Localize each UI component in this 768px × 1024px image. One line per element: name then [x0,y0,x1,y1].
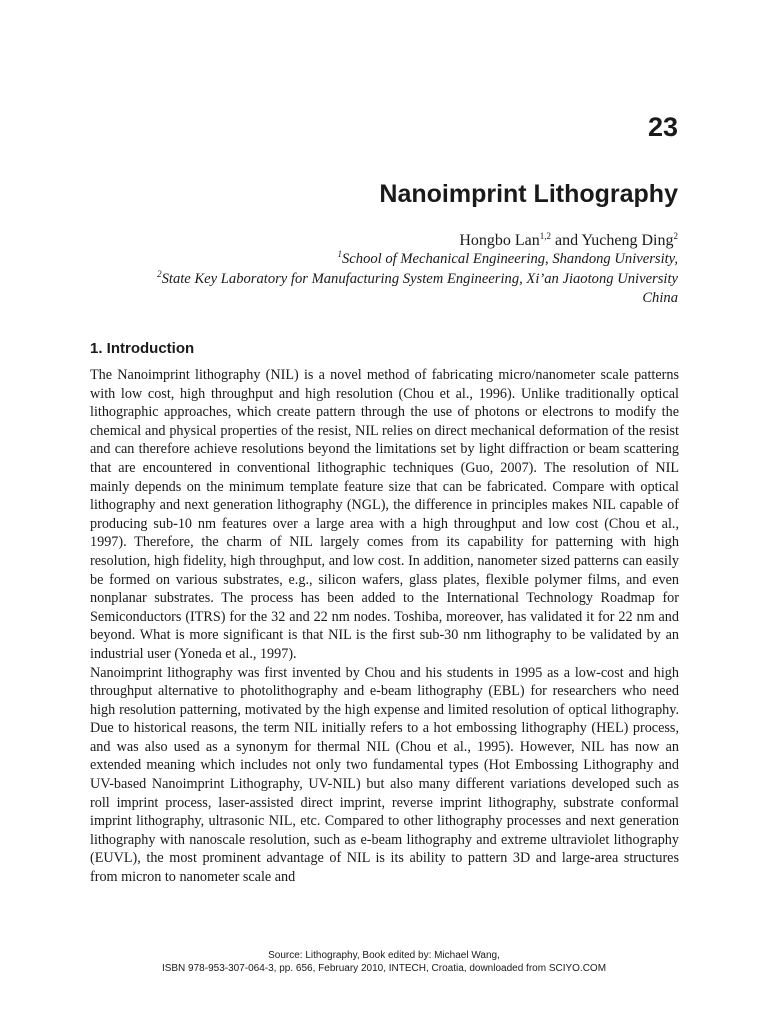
affiliation-text: State Key Laboratory for Manufacturing System Engineering, Xi’an Jiaotong University [161,271,678,287]
author-name: Hongbo Lan [459,232,540,249]
chapter-title: Nanoimprint Lithography [379,180,678,208]
author-name: Yucheng Ding [581,232,674,249]
body-text [90,366,679,887]
paragraph: Nanoimprint lithography was first invented by Chou and his students in 1995 as a low-cost and high throughput alternative to photolithography and e-beam lithography (EBL) for researchers who need high resolution patterning, motivated by the high expense and limited resolution of optical lithography. Due to historical reasons, the term NIL initially refers to a hot embossing lithography (HEL) process, and was also used as a synonym for thermal NIL (Chou et al., 1995). However, NIL has now an extended meaning which includes not only two fundamental types (Hot Embossing Lithography and UV-based Nanoimprint Lithography, UV-NIL) but also many different variations developed such as roll imprint process, laser-assisted direct imprint, reverse imprint lithography, substrate conformal imprint lithography, ultrasonic NIL, etc. Compared to other lithography processes and next generation lithography with nanoscale resolution, such as e-beam lithography and extreme ultraviolet lithography (EUVL), the most prominent advantage of NIL is its ability to pattern 3D and large-area structures from micron to nanometer scale and [90,664,679,886]
affiliation-country [642,290,678,307]
paragraph: The Nanoimprint lithography (NIL) is a novel method of fabricating micro/nanometer scale patterns with low cost, high throughput and high resolution (Chou et al., 1996). Unlike traditionally optical lithographic approaches, which create pattern through the use of photons or electrons to modify the chemical and physical properties of the resist, NIL relies on direct mechanical deformation of the resist and can therefore achieve resolutions beyond the limitations set by light diffraction or beam scattering that are encountered in conventional lithographic techniques (Guo, 2007). The resolution of NIL mainly depends on the minimum template feature size that can be fabricated. Compare with optical lithography and next generation lithography (NGL), the difference in principles makes NIL capable of producing sub-10 nm features over a large area with a high throughput and low cost (Chou et al., 1997). Therefore, the charm of NIL largely comes from its capability for patterning with high resolution, high fidelity, high throughput, and low cost. In addition, nanometer sized patterns can easily be formed on various substrates, e.g., silicon wafers, glass plates, flexible polymer films, and even nonplanar substrates. The process has been added to the International Technology Roadmap for Semiconductors (ITRS) for the 32 and 22 nm nodes. Toshiba, moreover, has validated it for 22 nm and beyond. What is more significant is that NIL is the first sub-30 nm lithography to be validated by an industrial user (Yoneda et al., 1997). [90,367,679,662]
affiliation-text: China [642,290,678,306]
footer-line: Source: Lithography, Book edited by: Michael Wang, [268,950,500,961]
section-heading: 1. Introduction [90,340,195,357]
affiliation-text: School of Mechanical Engineering, Shandong University, [342,251,678,267]
source-footer [0,950,768,975]
chapter-number: 23 [647,112,678,142]
affiliation-superscript: 1 [337,249,342,259]
affiliation-superscript: 2 [157,269,162,279]
author-conjunction: and [551,232,582,249]
author-superscript: 2 [673,231,678,241]
footer-line: ISBN 978-953-307-064-3, pp. 656, February 2010, INTECH, Croatia, downloaded from SCIYO.COM [161,962,607,974]
author-superscript: 1,2 [539,231,551,241]
affiliation [338,251,679,268]
author-line [459,232,678,250]
affiliation [157,271,678,288]
